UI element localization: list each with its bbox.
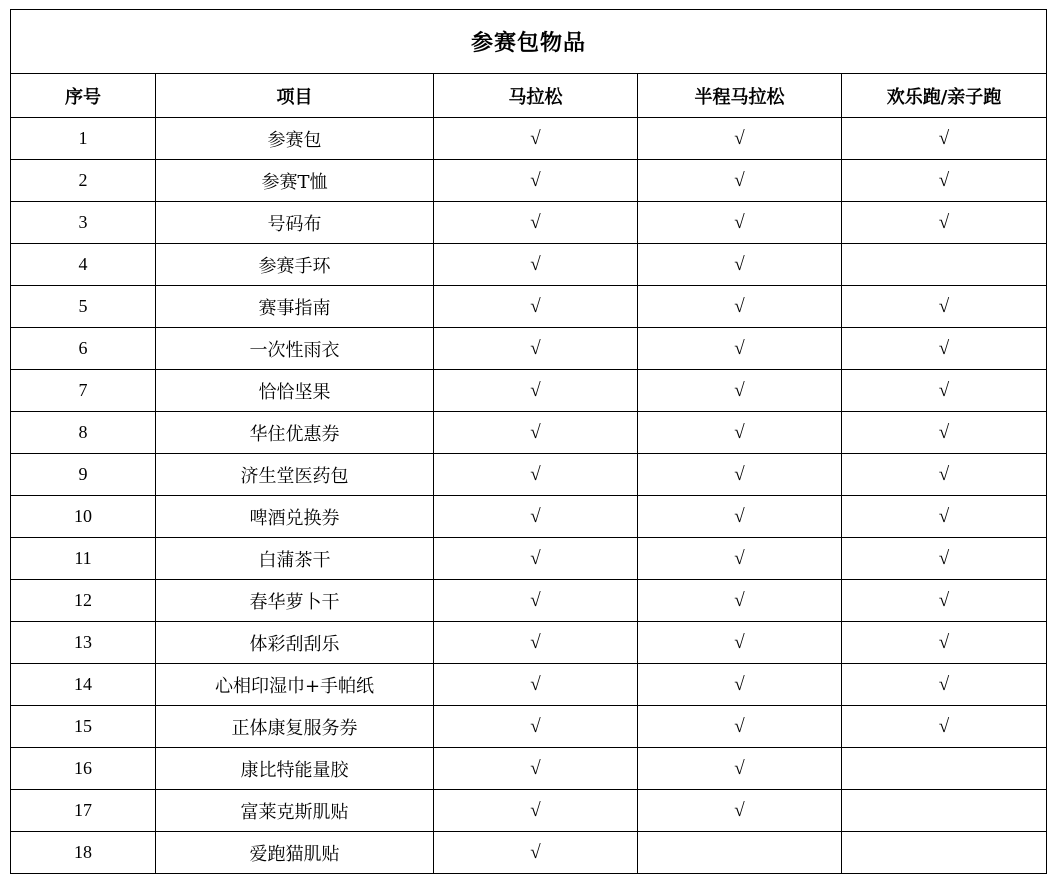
cell-marathon: √ [434,454,638,496]
table-body [11,118,1047,874]
cell-number: 5 [11,286,156,328]
cell-item: 济生堂医药包 [156,454,434,496]
cell-half-marathon: √ [638,496,842,538]
cell-half-marathon: √ [638,538,842,580]
cell-half-marathon: √ [638,790,842,832]
cell-fun-run: √ [842,496,1047,538]
table-row [11,832,1047,874]
cell-fun-run: √ [842,370,1047,412]
table-row [11,328,1047,370]
column-header-number: 序号 [11,74,156,118]
cell-marathon: √ [434,118,638,160]
cell-marathon: √ [434,412,638,454]
cell-number: 13 [11,622,156,664]
cell-number: 10 [11,496,156,538]
cell-item: 体彩刮刮乐 [156,622,434,664]
column-header-fun-run: 欢乐跑/亲子跑 [842,74,1047,118]
table-title: 参赛包物品 [11,10,1047,74]
cell-number: 4 [11,244,156,286]
cell-number: 16 [11,748,156,790]
cell-number: 6 [11,328,156,370]
cell-fun-run: √ [842,286,1047,328]
cell-marathon: √ [434,664,638,706]
cell-item: 参赛包 [156,118,434,160]
cell-fun-run [842,790,1047,832]
table-row [11,286,1047,328]
cell-half-marathon [638,832,842,874]
cell-half-marathon: √ [638,160,842,202]
cell-marathon: √ [434,748,638,790]
cell-marathon: √ [434,832,638,874]
cell-fun-run: √ [842,454,1047,496]
cell-half-marathon: √ [638,118,842,160]
cell-half-marathon: √ [638,664,842,706]
cell-half-marathon: √ [638,370,842,412]
table-row [11,706,1047,748]
cell-marathon: √ [434,706,638,748]
cell-fun-run: √ [842,328,1047,370]
cell-number: 11 [11,538,156,580]
cell-item: 心相印湿巾+手帕纸 [156,664,434,706]
cell-item: 白蒲茶干 [156,538,434,580]
table-row [11,412,1047,454]
cell-number: 15 [11,706,156,748]
cell-half-marathon: √ [638,706,842,748]
cell-fun-run: √ [842,202,1047,244]
cell-item: 赛事指南 [156,286,434,328]
cell-fun-run: √ [842,706,1047,748]
cell-number: 17 [11,790,156,832]
cell-marathon: √ [434,160,638,202]
cell-item: 一次性雨衣 [156,328,434,370]
cell-fun-run: √ [842,160,1047,202]
cell-fun-run [842,832,1047,874]
cell-item: 春华萝卜干 [156,580,434,622]
cell-number: 8 [11,412,156,454]
cell-item: 啤酒兑换券 [156,496,434,538]
cell-marathon: √ [434,370,638,412]
cell-item: 华住优惠券 [156,412,434,454]
cell-half-marathon: √ [638,202,842,244]
table-row [11,118,1047,160]
cell-item: 号码布 [156,202,434,244]
table-row [11,790,1047,832]
cell-marathon: √ [434,790,638,832]
column-header-marathon: 马拉松 [434,74,638,118]
cell-item: 恰恰坚果 [156,370,434,412]
cell-marathon: √ [434,538,638,580]
table-row [11,664,1047,706]
cell-half-marathon: √ [638,286,842,328]
table-row [11,538,1047,580]
cell-fun-run: √ [842,622,1047,664]
cell-half-marathon: √ [638,412,842,454]
cell-number: 12 [11,580,156,622]
cell-item: 康比特能量胶 [156,748,434,790]
cell-marathon: √ [434,496,638,538]
cell-marathon: √ [434,286,638,328]
table-row [11,748,1047,790]
table-row [11,202,1047,244]
table-row [11,454,1047,496]
cell-number: 7 [11,370,156,412]
table-row [11,580,1047,622]
cell-half-marathon: √ [638,580,842,622]
cell-marathon: √ [434,328,638,370]
cell-marathon: √ [434,202,638,244]
cell-number: 2 [11,160,156,202]
column-header-item: 项目 [156,74,434,118]
table-row [11,622,1047,664]
cell-item: 正体康复服务券 [156,706,434,748]
cell-item: 参赛手环 [156,244,434,286]
cell-number: 14 [11,664,156,706]
cell-half-marathon: √ [638,454,842,496]
cell-half-marathon: √ [638,244,842,286]
cell-fun-run [842,748,1047,790]
cell-fun-run: √ [842,580,1047,622]
cell-number: 1 [11,118,156,160]
cell-marathon: √ [434,244,638,286]
column-header-half-marathon: 半程马拉松 [638,74,842,118]
cell-half-marathon: √ [638,748,842,790]
cell-item: 爱跑猫肌贴 [156,832,434,874]
cell-fun-run: √ [842,412,1047,454]
cell-fun-run: √ [842,664,1047,706]
table-row [11,496,1047,538]
table-row [11,244,1047,286]
cell-number: 3 [11,202,156,244]
race-kit-table [10,9,1047,874]
cell-half-marathon: √ [638,328,842,370]
table-header-row [11,74,1047,118]
cell-fun-run: √ [842,118,1047,160]
cell-fun-run [842,244,1047,286]
table-row [11,160,1047,202]
cell-marathon: √ [434,622,638,664]
table-row [11,370,1047,412]
cell-number: 9 [11,454,156,496]
cell-marathon: √ [434,580,638,622]
cell-half-marathon: √ [638,622,842,664]
cell-item: 富莱克斯肌贴 [156,790,434,832]
cell-fun-run: √ [842,538,1047,580]
table-title-row [11,10,1047,74]
race-kit-sheet [10,9,1046,874]
cell-number: 18 [11,832,156,874]
cell-item: 参赛T恤 [156,160,434,202]
